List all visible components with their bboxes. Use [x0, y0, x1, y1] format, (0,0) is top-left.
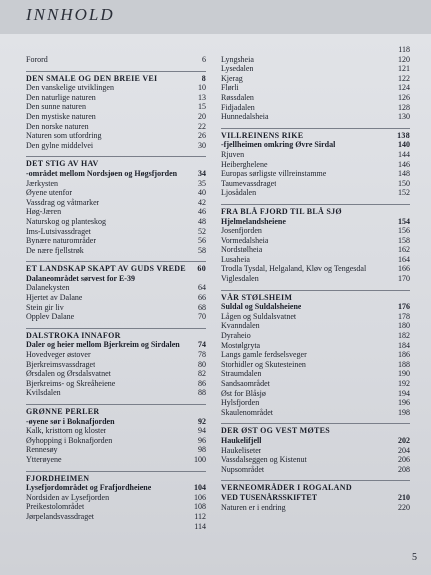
toc-entry: [26, 102, 206, 112]
toc-entry: [26, 236, 206, 246]
toc-entry: [26, 207, 206, 217]
toc-entry: [221, 188, 410, 198]
toc-entry: [221, 398, 410, 408]
toc-entry: [221, 93, 410, 103]
toc-section-heading: [26, 471, 206, 484]
toc-section-heading: [26, 156, 206, 169]
toc-entry-page: 156: [398, 226, 410, 236]
toc-entry-page: 58: [198, 245, 206, 255]
toc-entry: [26, 502, 206, 512]
toc-entry-title: Bynære naturområder: [26, 236, 96, 246]
toc-entry-title: Den norske naturen: [26, 121, 89, 131]
toc-entry-page: 108: [194, 502, 206, 512]
toc-entry-title: Hjelmelandsheiene: [221, 216, 286, 226]
toc-entry-title: Naturen er i endring: [221, 502, 286, 512]
toc-entry-title: Flørli: [221, 83, 239, 93]
toc-entry: [26, 83, 206, 93]
toc-entry-page: 150: [398, 178, 410, 188]
toc-entry-page: [202, 331, 206, 341]
toc-entry-title: Suldal og Suldalsheiene: [221, 302, 302, 312]
toc-entry: [221, 274, 410, 284]
toc-entry-title: Høg-Jæren: [26, 207, 62, 217]
toc-entry: [26, 141, 206, 151]
toc-entry-page: [406, 293, 410, 303]
toc-entry-title: VERNEOMRÅDER I ROGALAND: [221, 483, 352, 493]
toc-entry-page: 176: [398, 302, 410, 312]
toc-entry: [221, 226, 410, 236]
toc-entry-title: FJORDHEIMEN: [26, 473, 90, 483]
toc-entry-title: Josenfjorden: [221, 226, 262, 236]
toc-entry-title: Lysedalen: [221, 64, 254, 74]
toc-entry-title: Kvilsdalen: [26, 388, 61, 398]
toc-entry: [221, 341, 410, 351]
toc-entry-title: Vassdalseggen og Kistenut: [221, 455, 307, 465]
toc-entry: [221, 389, 410, 399]
toc-entry: [26, 217, 206, 227]
toc-entry-title: DEN SMALE OG DEN BREIE VEI: [26, 73, 158, 83]
toc-entry: [221, 55, 410, 65]
toc-entry-page: [202, 407, 206, 417]
toc-entry-title: Kjerag: [221, 73, 243, 83]
toc-entry-title: Fidjadalen: [221, 102, 255, 112]
toc-subtitle: [26, 340, 206, 350]
toc-section-heading: [26, 328, 206, 341]
toc-entry-page: 158: [398, 235, 410, 245]
toc-entry-title: Mostølgryta: [221, 340, 261, 350]
toc-entry-page: 202: [398, 435, 410, 445]
toc-entry-title: DER ØST OG VEST MØTES: [221, 426, 331, 436]
toc-section-heading: [221, 480, 410, 493]
toc-entry-title: Rennesøy: [26, 445, 58, 455]
toc-entry: [26, 303, 206, 313]
toc-entry: [26, 436, 206, 446]
toc-entry-page: 86: [198, 378, 206, 388]
toc-entry: [26, 93, 206, 103]
toc-entry-title: Lågen og Suldalsvatnet: [221, 311, 297, 321]
toc-entry-title: VED TUSENÅRSSKIFTET: [221, 492, 318, 502]
toc-entry-page: 15: [198, 102, 206, 112]
toc-column-left: [26, 55, 206, 531]
toc-entry: [221, 369, 410, 379]
toc-entry-page: 170: [398, 274, 410, 284]
toc-entry: [221, 360, 410, 370]
toc-entry-page: 128: [398, 102, 410, 112]
toc-entry: [221, 150, 410, 160]
toc-entry-title: Øst for Blåsjø: [221, 388, 266, 398]
toc-entry-page: [202, 474, 206, 484]
toc-entry-title: Rjuven: [221, 149, 245, 159]
toc-entry-page: 80: [198, 359, 206, 369]
toc-subtitle: [221, 302, 410, 312]
toc-entry: [26, 455, 206, 465]
toc-entry-page: 210: [398, 492, 410, 502]
toc-subtitle: [26, 483, 206, 493]
toc-entry: [221, 179, 410, 189]
toc-entry-page: 35: [198, 178, 206, 188]
toc-entry-page: 68: [198, 302, 206, 312]
toc-entry: [26, 293, 206, 303]
toc-entry-title: Nupsområdet: [221, 464, 265, 474]
toc-entry-title: Røssdalen: [221, 92, 254, 102]
toc-entry: [221, 331, 410, 341]
toc-entry-page: 20: [198, 111, 206, 121]
toc-entry: [221, 446, 410, 456]
toc-entry-page: 121: [398, 64, 410, 74]
toc-entry: [221, 74, 410, 84]
toc-entry: [26, 350, 206, 360]
toc-entry: [26, 493, 206, 503]
toc-entry-page: 40: [198, 188, 206, 198]
toc-entry-title: Hunnedalsheia: [221, 112, 269, 122]
toc-entry-page: 8: [201, 73, 206, 83]
toc-entry: [221, 503, 410, 513]
toc-entry: [221, 83, 410, 93]
toc-section-heading: [26, 261, 206, 274]
toc-entry: [221, 245, 410, 255]
toc-entry-title: Hovedveger østover: [26, 350, 91, 360]
toc-entry-page: 154: [398, 216, 410, 226]
toc-section-heading: [221, 128, 410, 141]
toc-entry-page: 180: [398, 321, 410, 331]
toc-entry-page: 122: [398, 73, 410, 83]
toc-entry-title: -fjellheimen omkring Øvre Sirdal: [221, 140, 336, 150]
toc-entry: [221, 264, 410, 274]
toc-entry-page: 46: [198, 207, 206, 217]
toc-entry-title: Trodla Tysdal, Helgaland, Kløv og Tengesdal: [221, 264, 367, 274]
toc-entry: [221, 64, 410, 74]
toc-subtitle: [26, 417, 206, 427]
toc-entry: [26, 512, 206, 522]
toc-entry: [26, 312, 206, 322]
toc-entry-title: Dalanekysten: [26, 283, 70, 293]
toc-entry-title: Haukelifjell: [221, 435, 262, 445]
toc-entry-page: 152: [398, 188, 410, 198]
toc-entry: [221, 103, 410, 113]
toc-entry-page: 138: [397, 130, 410, 140]
toc-entry-page: 64: [198, 283, 206, 293]
toc-entry-page: [202, 274, 206, 284]
toc-entry-title: Vormedalsheia: [221, 235, 269, 245]
toc-entry: [221, 321, 410, 331]
toc-entry-title: Øyene utenfor: [26, 188, 72, 198]
toc-entry-title: Hjertet av Dalane: [26, 293, 83, 303]
toc-entry-page: 204: [398, 445, 410, 455]
toc-entry-page: 10: [198, 83, 206, 93]
toc-entry-page: 120: [398, 54, 410, 64]
toc-entry-title: GRØNNE PERLER: [26, 407, 100, 416]
toc-entry-title: Haukeliseter: [221, 445, 262, 455]
toc-entry-page: 34: [198, 168, 206, 178]
toc-entry-title: Preikestolområdet: [26, 502, 85, 512]
toc-section-heading: [221, 290, 410, 303]
toc-entry-page: 130: [398, 112, 410, 122]
toc-entry: [26, 122, 206, 132]
toc-entry-title: DET STIG AV HAV: [26, 159, 99, 169]
toc-entry-page: [406, 426, 410, 436]
toc-entry-title: Viglesdalen: [221, 274, 259, 284]
toc-entry: [221, 112, 410, 122]
toc-entry-title: Den sunne naturen: [26, 102, 86, 112]
toc-entry-title: Ljosådalen: [221, 188, 257, 198]
toc-entry-title: Nordstølheia: [221, 245, 263, 255]
toc-entry-page: [406, 207, 410, 217]
toc-entry-page: 188: [398, 359, 410, 369]
toc-entry-page: 198: [398, 407, 410, 417]
toc-entry: [26, 112, 206, 122]
toc-entry-page: 146: [398, 159, 410, 169]
toc-entry: [26, 246, 206, 256]
toc-entry: [26, 388, 206, 398]
toc-entry: [221, 255, 410, 265]
toc-subtitle: [221, 140, 410, 150]
toc-entry-title: Ørsdalen og Ørsdalsvatnet: [26, 369, 111, 379]
toc-entry-page: 70: [198, 312, 206, 322]
toc-entry: [26, 198, 206, 208]
toc-entry-title: ET LANDSKAP SKAPT AV GUDS VREDE: [26, 264, 186, 274]
toc-entry-title: Den vanskelige utviklingen: [26, 83, 114, 93]
toc-entry-title: Jørpelandsvassdraget: [26, 511, 94, 521]
toc-entry-title: De nære fjellstrøk: [26, 245, 84, 255]
toc-subtitle: [221, 217, 410, 227]
toc-subtitle: [221, 493, 410, 503]
toc-entry-page: 164: [398, 254, 410, 264]
toc-entry-page: 106: [194, 492, 206, 502]
toc-entry-title: Kvanndalen: [221, 321, 260, 331]
toc-entry-page: 124: [398, 83, 410, 93]
toc-entry-title: Ims-Lutsivassdraget: [26, 226, 91, 236]
toc-entry: [26, 369, 206, 379]
toc-entry-title: Ytterøyene: [26, 454, 62, 464]
toc-entry-page: 26: [198, 131, 206, 141]
toc-section-heading: [221, 423, 410, 436]
toc-entry-page: 148: [398, 169, 410, 179]
toc-entry: [26, 445, 206, 455]
toc-entry: [26, 55, 206, 65]
toc-entry-page: 104: [194, 483, 206, 493]
toc-entry-page: 140: [398, 140, 410, 150]
toc-entry-title: Bjerkreimsvassdraget: [26, 359, 96, 369]
toc-entry-page: 56: [198, 236, 206, 246]
toc-entry-page: 74: [198, 340, 206, 350]
toc-entry-page: [202, 159, 206, 169]
toc-entry-page: 42: [198, 197, 206, 207]
toc-entry-title: FRA BLÅ FJORD TIL BLÅ SJØ: [221, 206, 342, 216]
toc-entry-page: 112: [194, 511, 206, 521]
toc-entry-title: VÅR STØLSHEIM: [221, 292, 293, 302]
toc-entry-title: Lyngsheia: [221, 54, 254, 64]
toc-entry: [221, 160, 410, 170]
toc-entry-title: Heiberghelene: [221, 159, 268, 169]
toc-entry-page: 48: [198, 216, 206, 226]
toc-section-heading: [26, 71, 206, 84]
toc-entry-page: 194: [398, 388, 410, 398]
toc-entry-page: 52: [198, 226, 206, 236]
toc-entry-page: 220: [398, 502, 410, 512]
toc-entry: [26, 188, 206, 198]
toc-entry-page: 100: [194, 454, 206, 464]
toc-entry: [221, 236, 410, 246]
toc-entry-page: 92: [198, 416, 206, 426]
toc-entry-title: DALSTROKA INNAFOR: [26, 330, 121, 340]
toc-entry-page: 186: [398, 350, 410, 360]
page-title: INNHOLD: [26, 5, 115, 24]
toc-entry-title: -området mellom Nordsjøen og Høgsfjorden: [26, 168, 178, 178]
toc-entry: [26, 131, 206, 141]
toc-entry-title: Europas sørligste villreinstamme: [221, 169, 327, 179]
toc-entry: [221, 455, 410, 465]
toc-entry-page: 6: [202, 55, 206, 64]
toc-entry-title: Dalaneområdet sørvest for E-39: [26, 273, 135, 283]
toc-entry-title: Forord: [26, 55, 48, 64]
toc-entry-title: Den mystiske naturen: [26, 111, 96, 121]
toc-entry-title: Lysefjordområdet og Frafjordheiene: [26, 483, 152, 493]
toc-entry-page: 206: [398, 455, 410, 465]
toc-entry-title: Stein gir liv: [26, 302, 64, 312]
toc-entry: [221, 312, 410, 322]
toc-entry-title: Øyhopping i Boknafjorden: [26, 435, 113, 445]
toc-entry-title: Hylsfjorden: [221, 398, 260, 408]
toc-entry-title: Langs gamle ferdselsveger: [221, 350, 307, 360]
toc-entry: [221, 379, 410, 389]
toc-entry-title: Storhidler og Skutesteinen: [221, 359, 306, 369]
toc-entry-title: Taumevassdraget: [221, 178, 277, 188]
toc-entry: [221, 408, 410, 418]
toc-entry-title: Straumdalen: [221, 369, 262, 379]
toc-entry-title: Skaulenområdet: [221, 407, 273, 417]
toc-entry: [26, 522, 206, 532]
toc-entry-page: 118: [398, 45, 410, 54]
toc-entry-page: 78: [198, 350, 206, 360]
toc-entry-page: 88: [198, 388, 206, 398]
toc-entry-title: Bjerkreims- og Skreåheiene: [26, 378, 116, 388]
toc-entry-page: 208: [398, 464, 410, 474]
toc-entry-title: Lusaheia: [221, 254, 250, 264]
toc-subtitle: [26, 169, 206, 179]
toc-entry-page: 114: [194, 521, 206, 531]
toc-entry-title: Kalk, kristtorn og kloster: [26, 426, 107, 436]
toc-entry-page: 184: [398, 340, 410, 350]
toc-entry: [26, 426, 206, 436]
toc-entry-page: 192: [398, 379, 410, 388]
toc-entry-title: Naturen som utfordring: [26, 131, 102, 141]
toc-entry-page: 178: [398, 311, 410, 321]
toc-entry-page: 66: [198, 293, 206, 303]
toc-entry-page: 96: [198, 435, 206, 445]
toc-entry-page: 13: [198, 92, 206, 102]
toc-column-right: [221, 45, 410, 512]
toc-entry-title: Naturskog og planteskog: [26, 216, 106, 226]
toc-entry-title: Vassdrag og våtmarker: [26, 197, 100, 207]
toc-entry: [26, 283, 206, 293]
toc-entry-page: 166: [398, 264, 410, 274]
toc-entry-title: Jærkysten: [26, 178, 58, 188]
toc-entry-page: 162: [398, 245, 410, 255]
toc-entry: [26, 379, 206, 389]
toc-entry-page: 196: [398, 398, 410, 408]
toc-entry-page: 182: [398, 331, 410, 341]
page-number: 5: [412, 552, 417, 563]
toc-entry-page: 94: [198, 426, 206, 436]
toc-entry: [221, 350, 410, 360]
toc-entry-page: 126: [398, 92, 410, 102]
toc-entry: [221, 465, 410, 475]
toc-entry-title: -øyene sør i Boknafjorden: [26, 416, 115, 426]
toc-subtitle: [221, 436, 410, 446]
toc-entry-title: Daler og heier mellom Bjerkreim og Sirdalen: [26, 340, 180, 350]
toc-subtitle: [26, 274, 206, 284]
toc-entry-page: 60: [197, 264, 206, 274]
toc-entry: [26, 179, 206, 189]
toc-entry: [221, 45, 410, 55]
toc-section-heading: [221, 204, 410, 217]
toc-entry: [26, 360, 206, 370]
toc-entry-title: Nordsiden av Lysefjorden: [26, 492, 110, 502]
toc-entry-page: 98: [198, 445, 206, 455]
toc-entry: [26, 227, 206, 237]
toc-entry-title: Den naturlige naturen: [26, 92, 96, 102]
toc-entry-title: Sandsaområdet: [221, 379, 270, 388]
toc-entry-page: 22: [198, 121, 206, 131]
toc-entry-page: 30: [198, 140, 206, 150]
toc-entry-title: Opplev Dalane: [26, 312, 75, 322]
toc-entry: [221, 169, 410, 179]
toc-section-heading: [26, 404, 206, 417]
toc-entry-page: 82: [198, 369, 206, 379]
toc-entry-title: Den gylne middelvei: [26, 140, 94, 150]
toc-entry-page: [406, 483, 410, 493]
toc-entry-title: Dyraheio: [221, 331, 251, 341]
toc-entry-page: 190: [398, 369, 410, 379]
toc-entry-page: 144: [398, 149, 410, 159]
toc-entry-title: VILLREINENS RIKE: [221, 130, 304, 140]
